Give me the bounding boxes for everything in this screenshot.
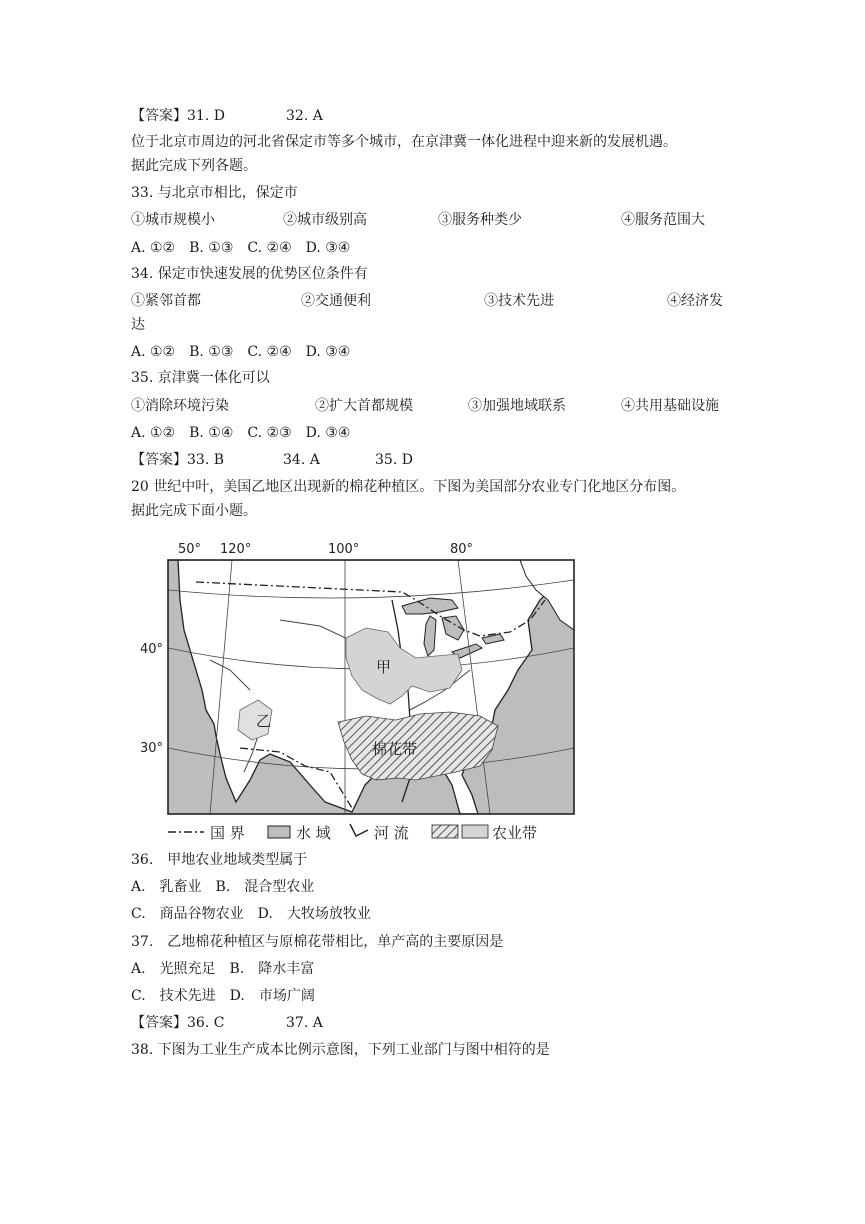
- lat-label-30: 30°: [140, 741, 164, 756]
- answer-31-32: [131, 106, 323, 126]
- lon-label-50: 50°: [178, 542, 202, 557]
- q35-item-3: ③加强地域联系: [468, 398, 566, 414]
- q34-stem: 34. 保定市快速发展的优势区位条件有: [131, 266, 368, 282]
- q33-stem: 33. 与北京市相比，保定市: [131, 185, 298, 201]
- label-jia: 甲: [376, 658, 392, 676]
- legend-river: 河 流: [374, 824, 409, 842]
- q35-stem: 35. 京津冀一体化可以: [131, 370, 270, 386]
- q34-item-3: ③技术先进: [484, 293, 554, 309]
- q38-stem: 38. 下图为工业生产成本比例示意图，下列工业部门与图中相符的是: [131, 1042, 550, 1058]
- answer-34: 34. A: [283, 452, 320, 468]
- answer-36-37: [131, 1013, 431, 1033]
- q33-item-2: ②城市级别高: [283, 212, 367, 228]
- label-cotton-belt: 棉花带: [372, 740, 418, 758]
- lat-label-40: 40°: [140, 642, 164, 657]
- intro-2-line-1: 位于北京市周边的河北省保定市等多个城市，在京津冀一体化进程中迎来新的发展机遇。: [131, 134, 677, 150]
- legend-river-symbol: [350, 824, 368, 836]
- q34-item-4: ④经济发: [667, 293, 723, 309]
- q35-item-4: ④共用基础设施: [621, 398, 719, 414]
- intro-2-line-2: 据此完成下列各题。: [131, 158, 257, 174]
- q34-item-1: ①紧邻首都: [131, 293, 201, 309]
- map-legend: [168, 824, 537, 842]
- answer-35: 35. D: [375, 452, 413, 468]
- q35-item-1: ①消除环境污染: [131, 398, 229, 414]
- answer-prefix: 【答案】: [131, 1015, 187, 1031]
- intro-3-line-2: 据此完成下面小题。: [131, 503, 257, 519]
- q36-choices-2: C. 商品谷物农业 D. 大牧场放牧业: [131, 906, 371, 922]
- answer-33: 33. B: [187, 452, 225, 468]
- answer-31: 31. D: [187, 108, 225, 124]
- legend-agri: 农业带: [492, 824, 538, 842]
- q33-items: [131, 210, 731, 230]
- q35-choices: A. ①② B. ①④ C. ②③ D. ③④: [131, 425, 351, 441]
- q34-wrap: 达: [131, 317, 145, 333]
- q35-items: [131, 396, 731, 416]
- q33-choices: A. ①② B. ①③ C. ②④ D. ③④: [131, 240, 351, 256]
- q34-item-2: ②交通便利: [301, 293, 371, 309]
- intro-3-line-1: 20 世纪中叶，美国乙地区出现新的棉花种植区。下图为美国部分农业专门化地区分布图。: [131, 479, 686, 495]
- lon-label-100: 100°: [328, 542, 360, 557]
- q33-item-1: ①城市规模小: [131, 212, 215, 228]
- legend-water-symbol: [268, 826, 290, 838]
- answer-32: 32. A: [286, 108, 323, 124]
- q37-stem: 37. 乙地棉花种植区与原棉花带相比，单产高的主要原因是: [131, 934, 504, 950]
- lon-label-80: 80°: [450, 542, 474, 557]
- legend-water: 水 域: [296, 824, 331, 842]
- q37-choices-1: A. 光照充足 B. 降水丰富: [131, 961, 315, 977]
- answer-37: 37. A: [286, 1015, 323, 1031]
- q34-items: [131, 291, 731, 311]
- answer-prefix: 【答案】: [131, 108, 187, 124]
- answer-prefix: 【答案】: [131, 452, 187, 468]
- legend-gray-symbol: [462, 825, 488, 838]
- q37-choices-2: C. 技术先进 D. 市场广阔: [131, 988, 315, 1004]
- q34-choices: A. ①② B. ①③ C. ②④ D. ③④: [131, 344, 351, 360]
- answer-33-35: [131, 450, 531, 470]
- q35-item-2: ②扩大首都规模: [315, 398, 413, 414]
- lon-label-120: 120°: [220, 542, 252, 557]
- legend-border: 国 界: [210, 824, 245, 842]
- legend-hatch-symbol: [432, 825, 458, 838]
- q33-item-4: ④服务范围大: [621, 212, 705, 228]
- q36-stem: 36. 甲地农业地域类型属于: [131, 852, 308, 868]
- q33-item-3: ③服务种类少: [438, 212, 522, 228]
- label-yi: 乙: [256, 712, 272, 730]
- answer-36: 36. C: [187, 1015, 225, 1031]
- q36-choices-1: A. 乳畜业 B. 混合型农业: [131, 879, 315, 895]
- us-agriculture-map: [140, 540, 580, 845]
